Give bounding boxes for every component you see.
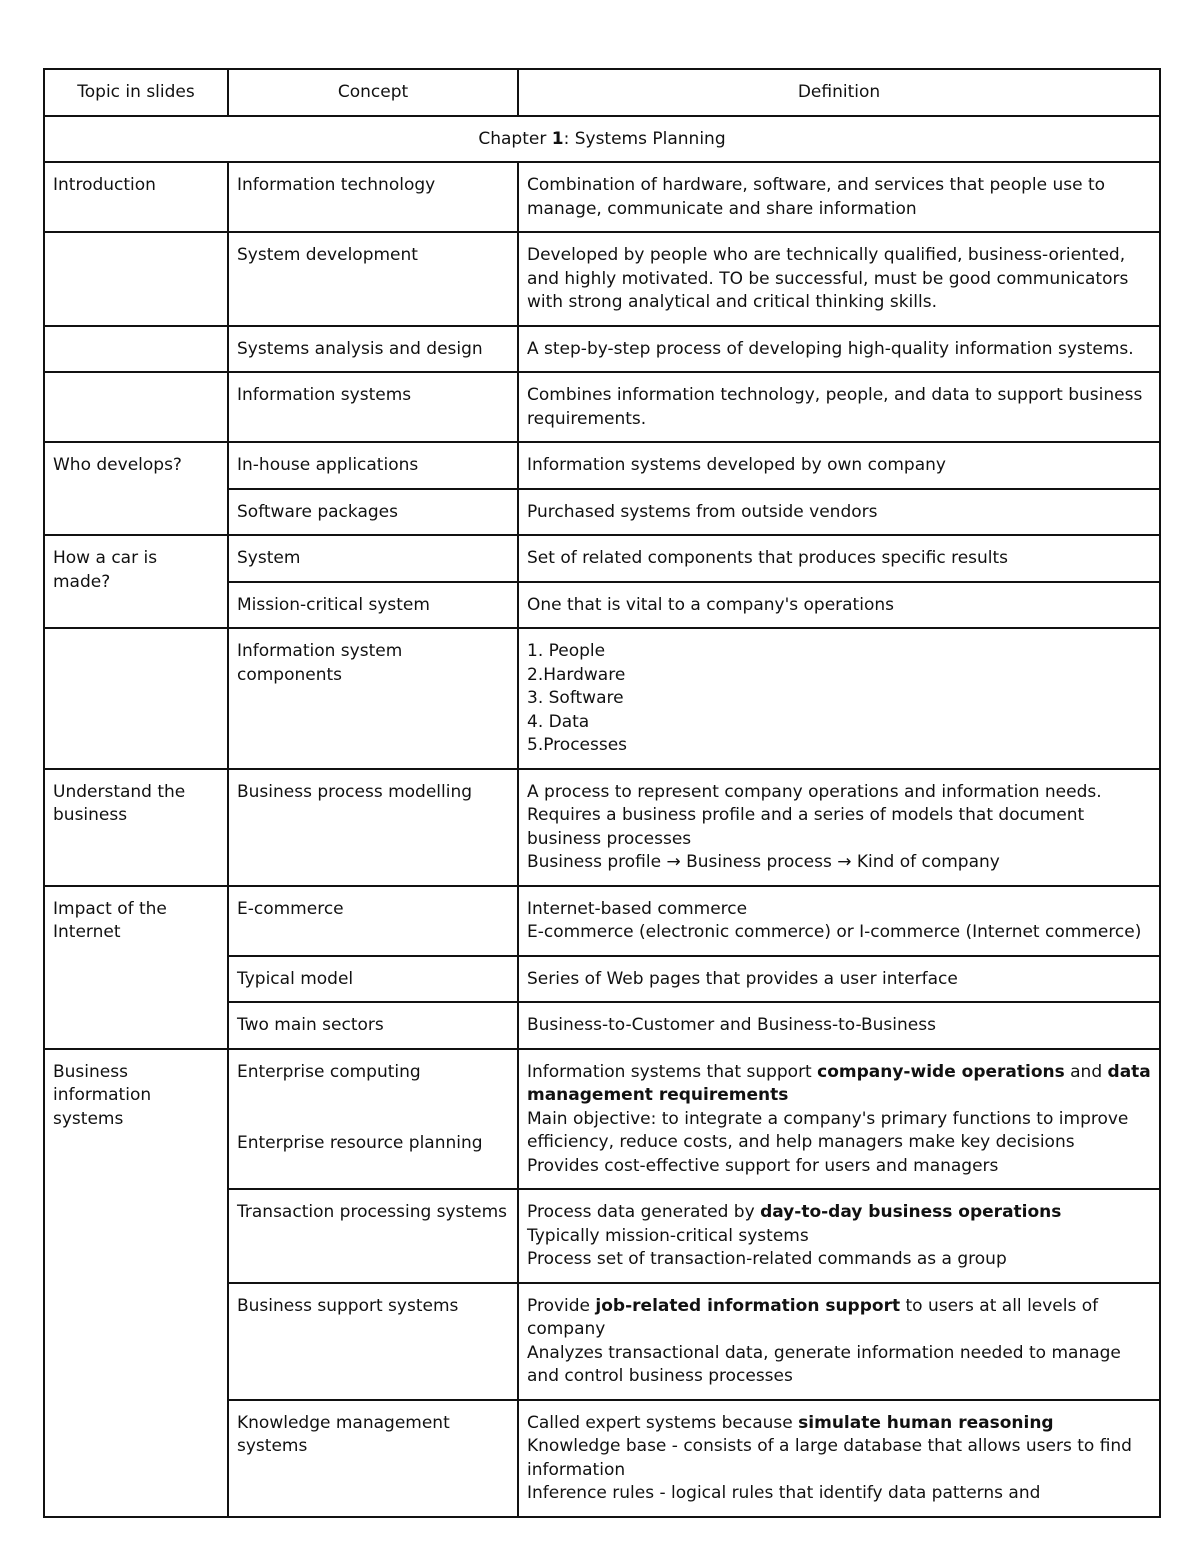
definition-fragment: Typically mission-critical systems [527, 1225, 809, 1246]
definition-fragment: Called expert systems because [527, 1412, 799, 1433]
table-row [44, 535, 1160, 582]
notes-table [43, 68, 1161, 1518]
concept-cell [228, 769, 518, 886]
definition-line: Combines information technology, people, and data to support business [527, 385, 1143, 405]
concept-text: Mission-critical system [237, 594, 430, 615]
definition-cell [518, 1400, 1160, 1517]
definition-fragment: Analyzes transactional data, generate information needed to manage [527, 1342, 1121, 1363]
definition-fragment: to users at all levels of [900, 1295, 1099, 1316]
definition-line: business processes [527, 828, 692, 849]
concept-cell [228, 1189, 518, 1283]
definition-line [527, 1342, 1151, 1366]
definition-line: Combination of hardware, software, and services that people use to [527, 175, 1106, 195]
concept-text: Systems analysis and design [237, 338, 483, 359]
table-row [44, 372, 1160, 442]
definition-emphasis: management requirements [527, 1085, 789, 1105]
table-row [44, 769, 1160, 886]
concept-cell [228, 1049, 518, 1190]
concept-cell [228, 1002, 518, 1049]
concept-text: Business support systems [237, 1295, 459, 1316]
topic-cell: Who develops? [44, 442, 228, 535]
definition-line: with strong analytical and critical thinking skills. [527, 292, 937, 312]
concept-text: Enterprise computing [237, 1061, 421, 1082]
concept-text: Knowledge management systems [237, 1412, 450, 1456]
definition-line: Set of related components that produces specific results [527, 548, 1009, 568]
topic-cell: Business information systems [44, 1049, 228, 1517]
definition-line: Requires a business profile and a series of models that document [527, 805, 1085, 825]
topic-cell: Impact of the Internet [44, 886, 228, 1049]
concept-text: Typical model [237, 968, 354, 989]
definition-line [527, 1084, 1151, 1108]
definition-cell [518, 1002, 1160, 1049]
definition-line: 4. Data [527, 711, 590, 732]
header-row [44, 69, 1160, 116]
definition-fragment: Provide [527, 1295, 596, 1316]
topic-cell [44, 628, 228, 769]
definition-cell [518, 162, 1160, 232]
definition-line: Series of Web pages that provides a user interface [527, 968, 958, 989]
definition-cell [518, 442, 1160, 489]
concept-cell [228, 582, 518, 629]
concept-cell [228, 232, 518, 326]
definition-emphasis: job-related information support [595, 1295, 901, 1316]
concept-text: Business process modelling [237, 781, 473, 802]
topic-cell [44, 372, 228, 442]
concept-cell [228, 489, 518, 536]
definition-line [527, 1225, 1151, 1249]
table-row [44, 442, 1160, 489]
notes-table-body [44, 69, 1160, 1517]
chapter-heading [44, 116, 1160, 163]
definition-cell [518, 1049, 1160, 1190]
definition-line: A step-by-step process of developing high-quality information systems. [527, 338, 1134, 359]
topic-cell [44, 326, 228, 373]
definition-line: manage, communicate and share information [527, 198, 917, 219]
definition-line [527, 1131, 1151, 1155]
concept-cell [228, 886, 518, 956]
concept-extra-text: Enterprise resource planning [237, 1133, 483, 1153]
definition-line [527, 1201, 1151, 1225]
definition-line: E-commerce (electronic commerce) or I-commerce (Internet commerce) [527, 922, 1142, 942]
definition-line [527, 1435, 1151, 1459]
definition-cell [518, 886, 1160, 956]
definition-fragment: Provides cost-effective support for users and managers [527, 1155, 999, 1176]
table-row [44, 628, 1160, 769]
definition-line: 2.Hardware [527, 664, 626, 685]
definition-line: A process to represent company operations and information needs. [527, 781, 1102, 802]
concept-text: In-house applications [237, 455, 419, 475]
concept-cell [228, 1400, 518, 1517]
definition-line [527, 1108, 1151, 1132]
table-row [44, 886, 1160, 956]
definition-emphasis: company-wide operations [817, 1061, 1065, 1082]
definition-cell [518, 326, 1160, 373]
definition-line [527, 1318, 1151, 1342]
concept-text: System [237, 548, 301, 568]
topic-cell: Introduction [44, 162, 228, 232]
chapter-row [44, 116, 1160, 163]
definition-line [527, 1155, 1151, 1179]
definition-fragment: Knowledge base - consists of a large database that allows users to find [527, 1436, 1132, 1456]
definition-line: and highly motivated. TO be successful, must be good communicators [527, 268, 1129, 289]
definition-cell [518, 1189, 1160, 1283]
header-concept: Concept [228, 69, 518, 116]
definition-emphasis: day-to-day business operations [760, 1202, 1062, 1222]
chapter-title: : Systems Planning [563, 128, 726, 149]
concept-text: Software packages [237, 501, 398, 522]
definition-line [527, 1482, 1151, 1506]
definition-line: 3. Software [527, 688, 624, 708]
concept-text: Information systems [237, 385, 412, 405]
definition-line: Business profile → Business process → Kind of company [527, 852, 1000, 872]
definition-cell [518, 535, 1160, 582]
topic-cell: How a car is made? [44, 535, 228, 628]
definition-fragment: and control business processes [527, 1366, 793, 1386]
definition-line [527, 1061, 1151, 1085]
definition-emphasis: data [1107, 1061, 1151, 1082]
definition-fragment: efficiency, reduce costs, and help managers make key decisions [527, 1132, 1075, 1152]
concept-cell [228, 956, 518, 1003]
table-row [44, 326, 1160, 373]
concept-cell [228, 326, 518, 373]
definition-fragment: Process data generated by [527, 1202, 761, 1222]
table-row [44, 1049, 1160, 1190]
concept-cell [228, 442, 518, 489]
definition-cell [518, 582, 1160, 629]
definition-line: Information systems developed by own company [527, 455, 946, 475]
topic-cell [44, 232, 228, 326]
definition-fragment: information [527, 1459, 626, 1480]
definition-emphasis: simulate human reasoning [798, 1412, 1054, 1433]
definition-fragment: Main objective: to integrate a company's primary functions to improve [527, 1108, 1129, 1129]
table-row [44, 232, 1160, 326]
definition-cell [518, 956, 1160, 1003]
topic-cell: Understand the business [44, 769, 228, 886]
definition-line: One that is vital to a company's operations [527, 594, 894, 615]
definition-fragment: Information systems that support [527, 1061, 818, 1082]
concept-text: Two main sectors [237, 1015, 384, 1035]
definition-line [527, 1248, 1151, 1272]
definition-cell [518, 769, 1160, 886]
definition-cell [518, 372, 1160, 442]
definition-line: Purchased systems from outside vendors [527, 501, 878, 522]
chapter-number: 1 [551, 128, 564, 149]
header-topic: Topic in slides [44, 69, 228, 116]
concept-cell [228, 372, 518, 442]
definition-line: 5.Processes [527, 735, 628, 755]
definition-line [527, 1295, 1151, 1319]
definition-cell [518, 489, 1160, 536]
definition-cell [518, 628, 1160, 769]
definition-line [527, 1412, 1151, 1436]
concept-cell [228, 535, 518, 582]
definition-line: requirements. [527, 408, 647, 429]
header-definition: Definition [518, 69, 1160, 116]
concept-text: System development [237, 245, 418, 265]
concept-text: Information system components [237, 641, 403, 685]
definition-fragment: Inference rules - logical rules that identify data patterns and [527, 1483, 1041, 1503]
definition-line: 1. People [527, 641, 606, 661]
definition-line: Business-to-Customer and Business-to-Business [527, 1015, 936, 1035]
concept-text: Transaction processing systems [237, 1202, 507, 1222]
definition-cell [518, 1283, 1160, 1400]
definition-line [527, 1365, 1151, 1389]
chapter-prefix: Chapter [478, 128, 552, 149]
table-row [44, 162, 1160, 232]
concept-cell [228, 162, 518, 232]
definition-fragment: company [527, 1319, 606, 1339]
concept-cell [228, 628, 518, 769]
concept-text: E-commerce [237, 898, 344, 919]
concept-cell [228, 1283, 518, 1400]
definition-fragment: Process set of transaction-related commands as a group [527, 1249, 1007, 1269]
definition-cell [518, 232, 1160, 326]
definition-line: Developed by people who are technically qualified, business-oriented, [527, 245, 1126, 265]
definition-line [527, 1459, 1151, 1483]
definition-fragment: and [1064, 1061, 1108, 1082]
definition-line: Internet-based commerce [527, 898, 748, 919]
concept-text: Information technology [237, 175, 436, 195]
